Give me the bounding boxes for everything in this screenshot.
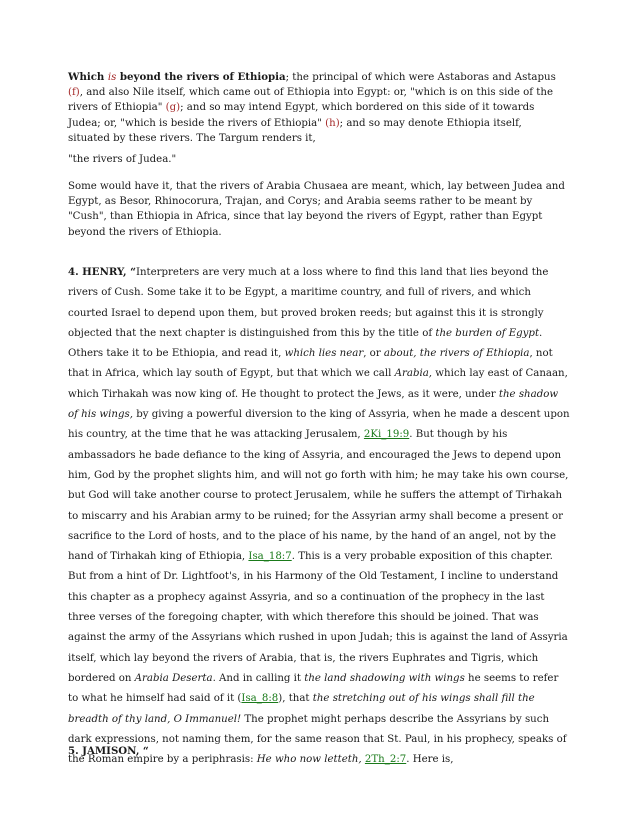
section-heading: 4. HENRY, “ — [68, 266, 136, 278]
text-line: ambassadors he bade defiance to the king of Assyria, and encouraged the Jews to depend upon — [68, 449, 562, 461]
text-line: that in Africa, which lay south of Egypt, but that which we call Arabia, which lay east of Canaan, — [68, 368, 568, 380]
text-line: to what he himself had said of it (Isa_8:8), that the stretching out of his wings shall fill the — [68, 693, 535, 705]
gill-commentary-paragraph — [68, 70, 573, 146]
text-line: sacrifice to the Lord of hosts, and to the place of his name, by the hand of an angel, not by the — [68, 530, 557, 542]
text-line: bordered on Arabia Deserta. And in calling it the land shadowing with wings he seems to refer — [68, 672, 559, 684]
text-line: "Cush", than Ethiopia in Africa, since that lay beyond the rivers of Egypt, rather than Egypt — [68, 211, 543, 223]
text-line: three verses of the foregoing chapter, with which therefore this should be joined. That was — [68, 612, 539, 624]
text-line: objected that the next chapter is distinguished from this by the title of the burden of Egypt. — [68, 327, 543, 339]
arabia-paragraph — [68, 179, 573, 240]
text-line: 4. HENRY, “Interpreters are very much at a loss where to find this land that lies beyond the — [68, 266, 549, 278]
text-line: this chapter as a prophecy against Assyria, and so a continuation of the prophecy in the last — [68, 591, 545, 603]
text-line: against the army of the Assyrians which rushed in upon Judah; this is against the land of Assyria — [68, 632, 568, 644]
text-line: which Tirhakah was now king of. He thought to protect the Jews, as it were, under the shadow — [68, 388, 559, 400]
text-line: dark expressions, not naming them, for the same reason that St. Paul, in his prophecy, speaks of — [68, 733, 567, 745]
scripture-link-2ki-19-9[interactable]: 2Ki_19:9 — [363, 429, 410, 441]
footnote-ref: (f) — [68, 87, 80, 99]
scripture-link-isa-18-7[interactable]: Isa_18:7 — [248, 551, 292, 563]
text-line: Egypt, as Besor, Rhinocorura, Trajan, and Corys; and Arabia seems rather to be meant by — [68, 196, 533, 208]
text-line: hand of Tirhakah king of Ethiopia, Isa_18:7. This is a very probable exposition of this chapter. — [68, 551, 553, 563]
scripture-link-isa-8-8[interactable]: Isa_8:8 — [241, 693, 279, 705]
text-line: of his wings, by giving a powerful diversion to the king of Assyria, when he made a descent upon — [68, 409, 570, 421]
text-line: courted Israel to depend upon them, but proved broken reeds; but against this it is strongly — [68, 307, 544, 319]
text-line: Judea; or, "which is beside the rivers of Ethiopia" (h); and so may denote Ethiopia itself, — [68, 117, 522, 129]
text-line: (f), and also Nile itself, which came out of Ethiopia into Egypt: or, "which is on this side of the — [68, 87, 553, 99]
text-line: But from a hint of Dr. Lightfoot's, in his Harmony of the Old Testament, I incline to understand — [68, 571, 559, 583]
text-line: Others take it to be Ethiopia, and read it, which lies near, or about, the rivers of Ethiopia, not — [68, 348, 553, 360]
scripture-link-2th-2-7[interactable]: 2Th_2:7 — [364, 754, 407, 766]
text-line: beyond the rivers of Ethiopia. — [68, 226, 222, 238]
footnote-ref: (g) — [165, 102, 181, 114]
text-line: the Roman empire by a periphrasis: He who now letteth, 2Th_2:7. Here is, — [68, 754, 454, 766]
text-line: rivers of Cush. Some take it to be Egypt, a maritime country, and full of rivers, and which — [68, 287, 531, 299]
text-line: to miscarry and his Arabian army to be ruined; for the Assyrian army shall become a present or — [68, 510, 564, 522]
henry-commentary-paragraph — [68, 262, 573, 770]
text-line: him, God by the prophet slights him, and will not go forth with him; he may take his own course, — [68, 469, 569, 481]
text-line: his country, at the time that he was attacking Jerusalem, 2Ki_19:9. But though by his — [68, 429, 508, 441]
text-line: Some would have it, that the rivers of Arabia Chusaea are meant, which, lay between Judea and — [68, 181, 565, 192]
text-line: but God will take another course to protect Jerusalem, while he suffers the attempt of Tirhakah — [68, 490, 563, 502]
jamison-heading: 5. JAMISON, “ — [68, 745, 149, 757]
text-line: "the rivers of Judea." — [68, 154, 177, 165]
text-line: Which is beyond the rivers of Ethiopia; the principal of which were Astaboras and Astapus — [68, 71, 556, 83]
text-line: itself, which lay beyond the rivers of Arabia, that is, the rivers Euphrates and Tigris, which — [68, 652, 539, 664]
footnote-ref: (h) — [325, 117, 340, 129]
targum-quote-paragraph — [68, 152, 573, 167]
text-line: rivers of Ethiopia" (g); and so may intend Egypt, which bordered on this side of it towards — [68, 102, 535, 114]
text-line: situated by these rivers. The Targum renders it, — [68, 132, 316, 144]
text-line: breadth of thy land, O Immanuel! The prophet might perhaps describe the Assyrians by such — [68, 713, 550, 725]
